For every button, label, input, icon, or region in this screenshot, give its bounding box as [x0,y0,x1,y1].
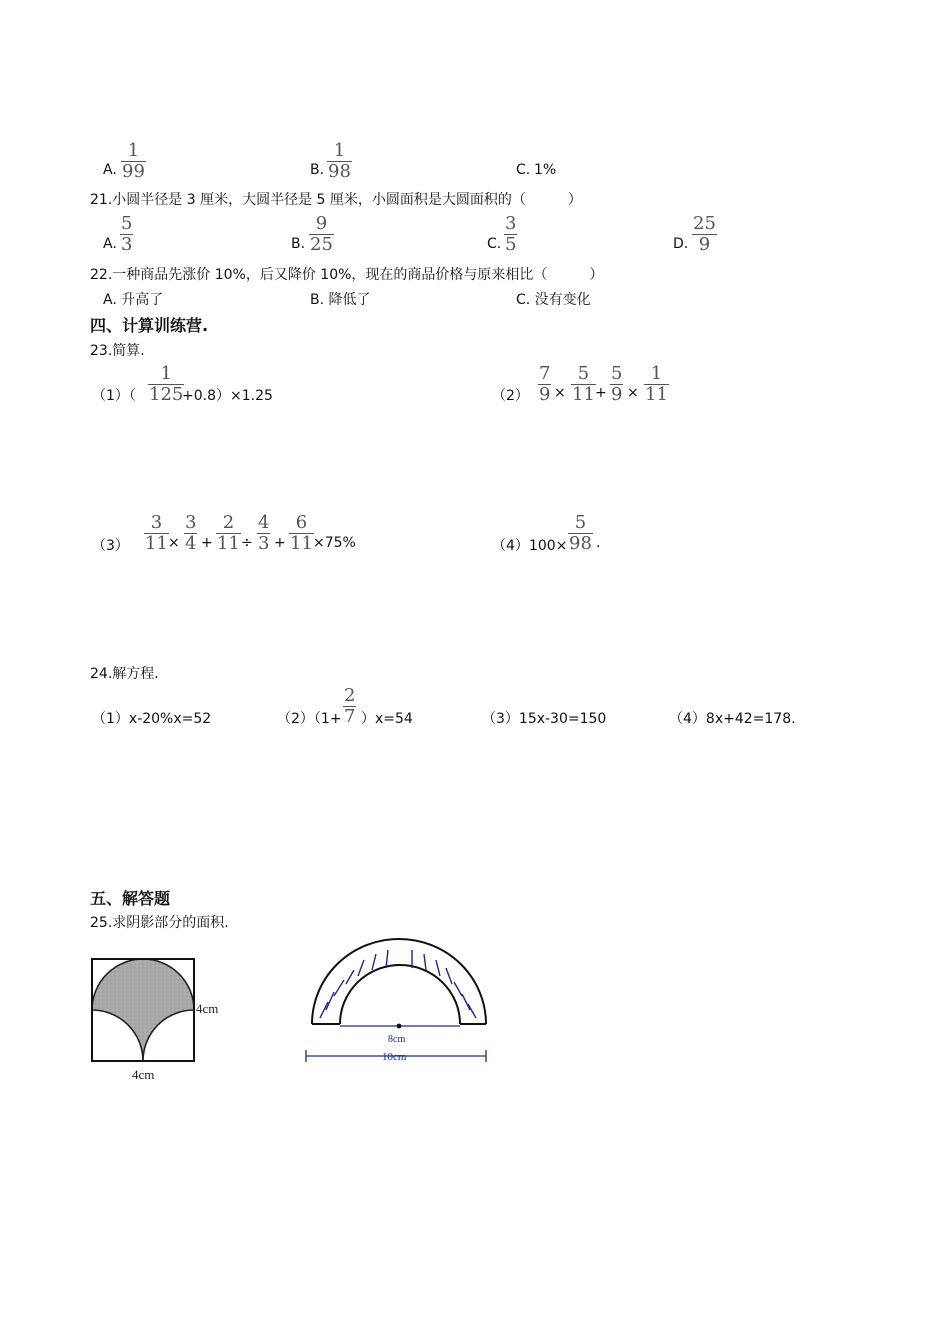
q23-part3-fraction-1 [144,514,169,553]
q23-part2-fraction-3 [610,365,623,404]
q23-question: 23.简算. [90,343,145,359]
fraction-denominator: 125 [149,384,184,405]
q23-part4-tail: . [596,535,601,551]
fraction-numerator: 3 [185,512,197,533]
fraction-numerator: 25 [693,213,716,234]
fraction-denominator: 11 [290,533,313,554]
fraction-denominator: 11 [572,384,595,405]
q22-option-a: A. 升高了 [103,292,164,308]
q23-part2-fraction-4 [644,365,669,404]
q25-figure-1 [90,955,260,1085]
q21-option-d-letter: D. [673,236,689,252]
q23-part3-fraction-4 [257,514,270,553]
q21-question: 21.小圆半径是 3 厘米，大圆半径是 5 厘米，小圆面积是大圆面积的（ ） [90,192,582,208]
q20-option-c-letter: C. [516,162,531,178]
q23-part4-fraction [568,514,593,553]
fraction-denominator: 98 [328,161,351,182]
fraction-denominator: 25 [310,234,333,255]
fraction-numerator: 1 [160,363,172,384]
fraction-numerator: 2 [344,685,356,706]
q22-question: 22.一种商品先涨价 10%，后又降价 10%，现在的商品价格与原来相比（ ） [90,267,604,283]
fraction-denominator: 4 [185,533,197,554]
q20-option-a-letter: A. [103,162,117,178]
q23-part1-label: （1）（ [92,388,136,404]
shaded-arcs-diagram [90,955,260,1085]
fraction-numerator: 1 [127,140,140,161]
fraction-denominator: 5 [505,234,517,255]
q25-figure-2 [300,930,500,1070]
fraction-denominator: 7 [344,706,356,727]
q20-option-b-fraction [327,142,352,181]
q24-part4: （4）8x+42=178. [669,711,796,727]
q21-option-d-fraction [692,215,717,254]
fraction-denominator: 9 [611,384,623,405]
fraction-numerator: 5 [121,213,133,234]
fraction-numerator: 7 [539,363,551,384]
fraction-numerator: 5 [577,363,590,384]
q23-part3-tail: ×75% [313,535,356,551]
q23-part4-label: （4）100× [492,538,568,554]
fraction-denominator: 3 [121,234,133,255]
fraction-denominator: 11 [645,384,668,405]
fig1-side-label: 4cm [196,1001,219,1016]
section-4-title: 四、计算训练营. [90,316,209,335]
q20-option-a-fraction [121,142,146,181]
q21-option-b-letter: B. [291,236,306,252]
half-ring-diagram [300,930,500,1070]
q22-option-c: C. 没有变化 [516,292,591,308]
fraction-numerator: 2 [222,512,235,533]
fraction-numerator: 3 [150,512,163,533]
fig2-outer-label: 10cm [382,1051,407,1063]
q23-part2-label: （2） [492,388,529,404]
fraction-numerator: 5 [574,512,587,533]
q23-part3-operator-4: + [274,535,286,551]
fraction-denominator: 98 [569,533,592,554]
q21-option-c-fraction [504,215,517,254]
fraction-denominator: 11 [145,533,168,554]
fraction-denominator: 9 [539,384,551,405]
q21-option-a-fraction [120,215,133,254]
q23-part3-operator-2: + [201,535,213,551]
q23-part3-fraction-3 [216,514,241,553]
q23-part3-fraction-5 [289,514,314,553]
fraction-numerator: 1 [333,140,346,161]
q24-part2-label: （2）（1+ [277,711,342,727]
fig1-bottom-label: 4cm [132,1067,155,1082]
fraction-numerator: 1 [650,363,663,384]
q21-option-a-letter: A. [103,236,117,252]
q23-part3-fraction-2 [184,514,197,553]
fraction-denominator: 11 [217,533,240,554]
q20-option-b-letter: B. [310,162,325,178]
q23-part2-fraction-2 [571,365,596,404]
q23-part2-operator-3: × [627,385,639,401]
q23-part3-operator-3: ÷ [241,535,253,551]
fraction-numerator: 6 [295,512,308,533]
q23-part1-fraction [148,365,184,404]
fraction-denominator: 3 [258,533,270,554]
q21-option-c-letter: C. [487,236,502,252]
q23-part3-label: （3） [92,538,129,554]
q24-part3: （3）15x-30=150 [482,711,607,727]
fraction-numerator: 5 [611,363,623,384]
q25-question: 25.求阴影部分的面积. [90,915,229,931]
q24-part1: （1）x-20%x=52 [92,711,212,727]
section-5-title: 五、解答题 [90,889,171,908]
q24-part2-tail: ）x=54 [361,711,413,727]
q24-question: 24.解方程. [90,666,159,682]
fraction-denominator: 99 [122,161,145,182]
q24-part2-fraction [343,687,356,726]
q21-option-b-fraction [309,215,334,254]
q23-part2-operator-2: + [595,385,607,401]
q20-option-c-text: 1% [534,162,557,178]
q23-part3-operator-1: × [168,535,180,551]
fraction-numerator: 9 [315,213,328,234]
fraction-numerator: 4 [258,512,270,533]
q23-part2-fraction-1 [538,365,551,404]
q23-part1-tail: +0.8）×1.25 [182,388,273,404]
q22-option-b: B. 降低了 [310,292,371,308]
fraction-numerator: 3 [505,213,517,234]
fig2-inner-label: 8cm [388,1034,406,1045]
fraction-denominator: 9 [698,234,711,255]
q23-part2-operator-1: × [554,385,566,401]
